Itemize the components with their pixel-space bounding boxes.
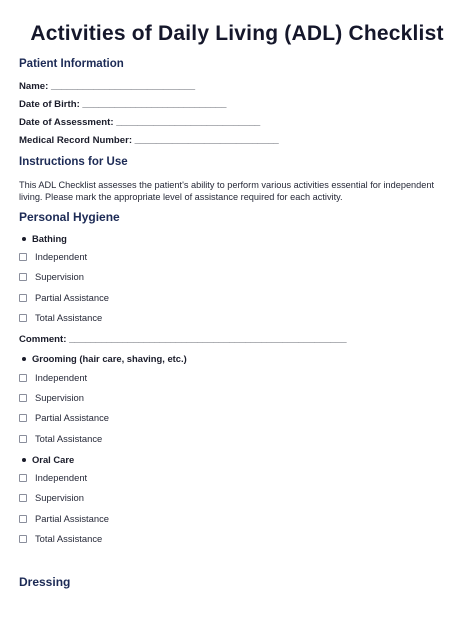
dob-field[interactable]: Date of Birth: ___________________________ [19,99,227,110]
personal-hygiene-heading: Personal Hygiene [19,210,120,224]
bullet-icon [22,458,26,462]
checkbox-icon[interactable] [19,294,27,302]
checkbox-icon[interactable] [19,314,27,322]
name-field[interactable]: Name: ___________________________ [19,81,196,92]
bullet-icon [22,357,26,361]
option-partial-assistance[interactable]: Partial Assistance [19,412,109,423]
option-partial-assistance[interactable]: Partial Assistance [19,292,109,303]
patient-info-heading: Patient Information [19,58,124,70]
activity-label: Bathing [32,233,67,244]
assessment-date-field[interactable]: Date of Assessment: ___________________________ [19,117,261,128]
option-independent[interactable]: Independent [19,251,87,262]
activity-oral-care [22,454,74,465]
checkbox-icon[interactable] [19,374,27,382]
option-total-assistance[interactable]: Total Assistance [19,533,102,544]
checkbox-icon[interactable] [19,273,27,281]
option-independent[interactable]: Independent [19,372,87,383]
activity-bathing [22,233,67,244]
checkbox-icon[interactable] [19,253,27,261]
dressing-heading: Dressing [19,575,71,589]
option-supervision[interactable]: Supervision [19,271,84,282]
option-supervision[interactable]: Supervision [19,392,84,403]
option-independent[interactable]: Independent [19,472,87,483]
checkbox-icon[interactable] [19,535,27,543]
checkbox-icon[interactable] [19,435,27,443]
option-total-assistance[interactable]: Total Assistance [19,312,102,323]
option-total-assistance[interactable]: Total Assistance [19,433,102,444]
instructions-text: This ADL Checklist assesses the patient's ability to perform various activities essential for independent living. Please mark the appropriate level of assistance required for each activity. [19,180,435,202]
option-partial-assistance[interactable]: Partial Assistance [19,513,109,524]
option-supervision[interactable]: Supervision [19,492,84,503]
page-title: Activities of Daily Living (ADL) Checklist [30,22,444,45]
mrn-field[interactable]: Medical Record Number: ___________________________ [19,135,279,146]
checkbox-icon[interactable] [19,474,27,482]
checkbox-icon[interactable] [19,414,27,422]
activity-label: Oral Care [32,454,75,465]
checkbox-icon[interactable] [19,394,27,402]
checkbox-icon[interactable] [19,515,27,523]
activity-grooming [22,353,187,364]
comment-field[interactable]: Comment: ____________________________________________________ [19,334,347,345]
checkbox-icon[interactable] [19,494,27,502]
instructions-heading: Instructions for Use [19,156,128,168]
bullet-icon [22,237,26,241]
activity-label: Grooming (hair care, shaving, etc.) [32,353,187,364]
